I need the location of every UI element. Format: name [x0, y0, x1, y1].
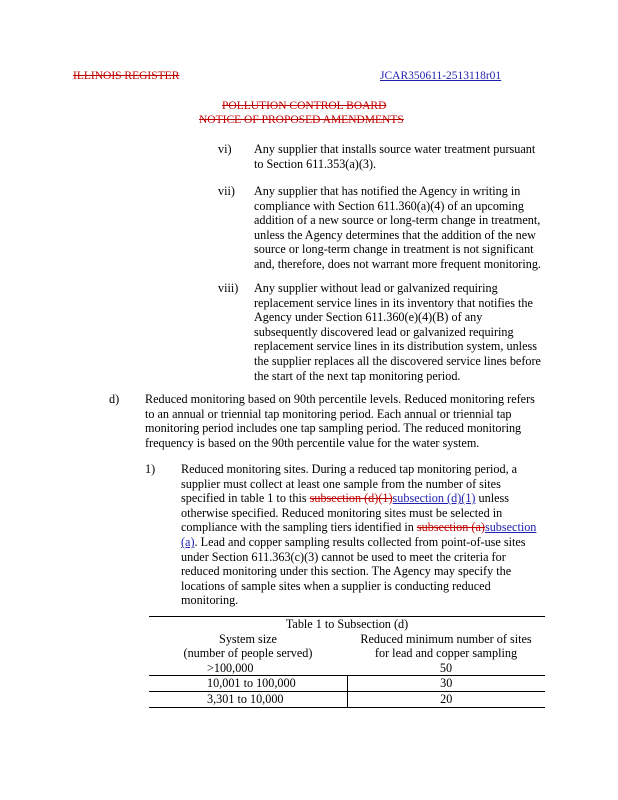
section-d-label: d)	[109, 392, 120, 406]
table-cell-size: 3,301 to 10,000	[207, 691, 284, 706]
inserted-reference[interactable]: subsection (d)(1)	[392, 491, 476, 506]
deleted-reference: subsection (d)(1)	[309, 491, 393, 506]
table-title: Table 1 to Subsection (d)	[285, 617, 409, 631]
table-cell-sites: 50	[439, 660, 453, 675]
board-title: POLLUTION CONTROL BOARD	[222, 100, 387, 112]
inserted-reference[interactable]: subsection	[484, 520, 537, 535]
table-cell-sites: 30	[347, 676, 545, 692]
table-cell-size: 10,001 to 100,000	[207, 676, 296, 691]
table-row	[149, 661, 545, 676]
item-vi-label: vi)	[218, 142, 232, 156]
reduced-monitoring-table	[149, 616, 545, 708]
register-title: ILLINOIS REGISTER	[73, 70, 180, 82]
table-cell-size: >100,000	[207, 660, 254, 675]
table-row	[149, 676, 545, 692]
table-cell-sites: 20	[347, 691, 545, 707]
item-vii-label: vii)	[218, 184, 235, 198]
item-viii-text: Any supplier without lead or galvanized requiring replacement service lines in its inventory that notifies the Agency under Section 611.360(e)(4)(B) of any subsequently discovered lead or galvanized requiring replacement service lines in its distribution system, unless the supplier replaces all the discovered service lines before the start of the next tap monitoring period.	[254, 281, 541, 383]
section-d-text: Reduced monitoring based on 90th percentile levels. Reduced monitoring refers to an annual or triennial tap monitoring period. Each annual or triennial tap monitoring period includes one tap sampling period. The reduced monitoring frequency is based on the 90th percentile value for the water system.	[145, 392, 535, 450]
item-vii-text: Any supplier that has notified the Agency in writing in compliance with Section 611.360(a)(4) of an upcoming addition of a new source or long-term change in treatment, unless the Agency determines that the addition of the new source or long-term change in treatment is not significant and, therefore, does not warrant more frequent monitoring.	[254, 184, 541, 271]
notice-title: NOTICE OF PROPOSED AMENDMENTS	[199, 114, 404, 126]
inserted-reference[interactable]: (a)	[181, 534, 195, 549]
table-row	[149, 691, 545, 707]
jcar-code[interactable]: JCAR350611-2513118r01	[380, 70, 502, 82]
sub1-text: Reduced monitoring sites. During a reduced tap monitoring period, a supplier must collect at least one sample from the number of sites specified in table 1 to this subsection (d)(1)subsection (d)(1) unless otherwise specified. Reduced monitoring sites must be selected in compliance with the sampling tiers identified in subsection (a)subsection (a). Lead and copper sampling results collected from point-of-use sites under Section 611.363(c)(3) cannot be used to meet the criteria for reduced monitoring under this section. The Agency may specify the locations of sample sites when a supplier is conducting reduced monitoring.	[181, 462, 537, 608]
item-vi-text: Any supplier that installs source water treatment pursuant to Section 611.353(a)(3).	[254, 142, 536, 171]
table-header-min-sites: Reduced minimum number of sites for lead and copper sampling	[360, 631, 532, 661]
table-header-system-size: System size (number of people served)	[183, 631, 313, 661]
sub1-label: 1)	[145, 462, 156, 476]
deleted-reference: subsection (a)	[416, 520, 485, 535]
item-viii-label: viii)	[218, 281, 239, 295]
